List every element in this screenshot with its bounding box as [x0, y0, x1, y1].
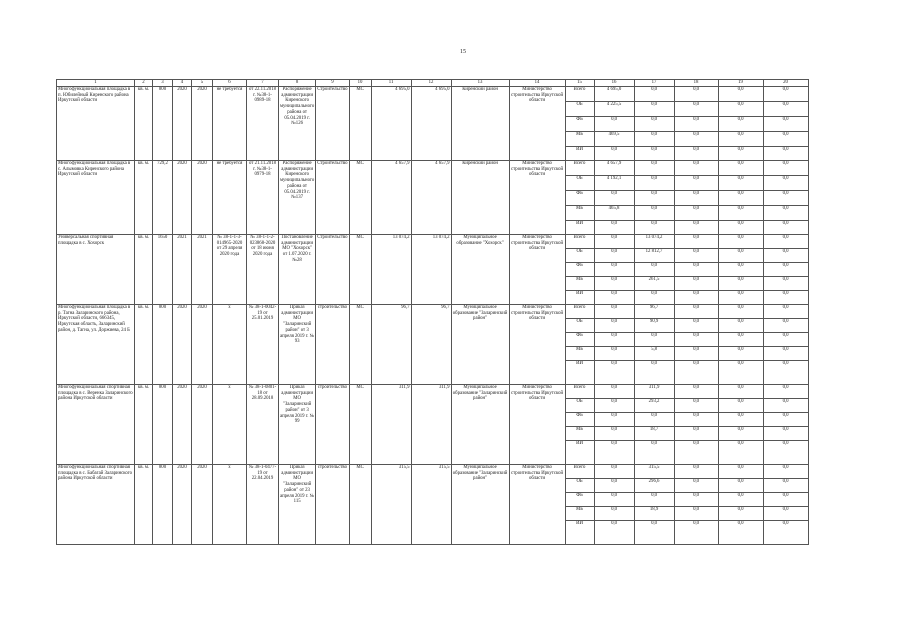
funding-value: 0,0 — [634, 206, 674, 221]
funding-value: 0,0 — [634, 291, 674, 305]
funding-source: ФБ — [565, 413, 594, 427]
funding-value: 465,8 — [594, 206, 634, 221]
column-number: 2 — [135, 80, 153, 87]
funding-value: 0,0 — [718, 132, 763, 147]
funding-source: Всего — [565, 305, 594, 319]
table-row — [57, 385, 809, 399]
funding-value: 0,0 — [763, 161, 808, 176]
funding-value: 0,0 — [718, 319, 763, 333]
funding-value: 0,0 — [763, 361, 808, 385]
remaining-cost: 4 657,9 — [411, 161, 451, 235]
column-number: 8 — [279, 80, 316, 87]
expertise-conclusion: не требуется — [213, 87, 247, 161]
funding-source: ИИ — [565, 361, 594, 385]
column-number: 12 — [411, 80, 451, 87]
object-name: Многофункциональная спортивная площадка в с. Бабагай Заларинского района Иркутской области — [57, 465, 135, 545]
investment-objects-table — [56, 79, 809, 545]
funding-source: МБ — [565, 427, 594, 441]
funding-value: 0,0 — [594, 347, 634, 361]
funding-value: 0,0 — [763, 413, 808, 427]
start-year: 2020 — [173, 87, 192, 161]
funding-value: 0,0 — [674, 291, 718, 305]
capacity: 800 — [153, 385, 173, 465]
funding-value: 0,0 — [718, 117, 763, 132]
funding-value: 0,0 — [634, 117, 674, 132]
funding-value: 4 225,5 — [594, 102, 634, 117]
funding-source: ОБ — [565, 249, 594, 263]
order-document: Приказ администрации МО "Заларинский район" от 3 апреля 2019 г. № 93 — [279, 305, 316, 385]
funding-value: 0,0 — [718, 263, 763, 277]
unit-of-measure: кв. м. — [135, 305, 153, 385]
funding-value: 0,0 — [674, 102, 718, 117]
unit-of-measure: кв. м. — [135, 87, 153, 161]
funding-value: 0,0 — [763, 249, 808, 263]
column-number: 9 — [316, 80, 349, 87]
funding-source: Всего — [565, 235, 594, 249]
funding-value: 0,0 — [634, 221, 674, 235]
column-number: 11 — [371, 80, 411, 87]
funding-value: 0,0 — [594, 249, 634, 263]
start-year: 2020 — [173, 305, 192, 385]
funding-value: 469,5 — [594, 132, 634, 147]
funding-value: 0,0 — [594, 399, 634, 413]
funding-value: 0,0 — [634, 147, 674, 161]
funding-source: ИИ — [565, 291, 594, 305]
funding-value: 0,0 — [718, 521, 763, 545]
funding-value: 5,8 — [634, 347, 674, 361]
funding-value: 0,0 — [674, 147, 718, 161]
funding-value: 0,0 — [634, 161, 674, 176]
funding-value: 0,0 — [674, 441, 718, 465]
funding-value: 0,0 — [634, 333, 674, 347]
funding-value: 0,0 — [674, 361, 718, 385]
funding-value: 0,0 — [674, 206, 718, 221]
funding-value: 0,0 — [718, 347, 763, 361]
column-number: 16 — [594, 80, 634, 87]
column-number: 3 — [153, 80, 173, 87]
end-year: 2020 — [192, 465, 213, 545]
funding-value: 0,0 — [763, 305, 808, 319]
funding-value: 0,0 — [674, 319, 718, 333]
end-year: 2020 — [192, 87, 213, 161]
funding-value: 0,0 — [634, 102, 674, 117]
ownership-form: МС — [349, 465, 371, 545]
municipality: Муниципальное образование "Заларинский район" — [451, 385, 509, 465]
column-number: 1 — [57, 80, 135, 87]
funding-value: 0,0 — [763, 465, 808, 479]
municipality: Муниципальное образование "Заларинский район" — [451, 465, 509, 545]
order-document: Постановление администрации МО "Хохорск" от 1.07.2020 г. №28 — [279, 235, 316, 305]
funding-value: 0,0 — [674, 87, 718, 102]
technical-conditions: от 21.11.2018 г. №38-1-0979-18 — [247, 161, 279, 235]
funding-value: 0,0 — [718, 87, 763, 102]
funding-value: 0,0 — [763, 507, 808, 521]
work-type: строительство — [316, 465, 349, 545]
funding-value: 0,0 — [763, 385, 808, 399]
column-number: 7 — [247, 80, 279, 87]
funding-source: ОБ — [565, 176, 594, 191]
funding-value: 0,0 — [674, 176, 718, 191]
estimated-cost: 315,5 — [371, 465, 411, 545]
estimated-cost: 4 695,0 — [371, 87, 411, 161]
responsible-ministry: Министерство строительства Иркутской области — [509, 87, 565, 161]
unit-of-measure: кв. м. — [135, 161, 153, 235]
funding-value: 0,0 — [718, 191, 763, 206]
column-number: 6 — [213, 80, 247, 87]
funding-source: ИИ — [565, 441, 594, 465]
funding-value: 0,0 — [718, 441, 763, 465]
end-year: 2020 — [192, 305, 213, 385]
funding-value: 0,0 — [718, 305, 763, 319]
funding-source: ОБ — [565, 479, 594, 493]
responsible-ministry: Министерство строительства Иркутской области — [509, 385, 565, 465]
unit-of-measure: кв. м. — [135, 465, 153, 545]
funding-value: 0,0 — [718, 399, 763, 413]
funding-value: 0,0 — [763, 347, 808, 361]
responsible-ministry: Министерство строительства Иркутской области — [509, 305, 565, 385]
funding-value: 0,0 — [718, 493, 763, 507]
funding-value: 0,0 — [594, 493, 634, 507]
object-name: Универсальная спортивная площадка в с. Хохорск — [57, 235, 135, 305]
order-document: Приказ администрации МО "Заларинский район" от 23 апреля 2019 г. № 115 — [279, 465, 316, 545]
funding-value: 0,0 — [763, 493, 808, 507]
end-year: 2020 — [192, 161, 213, 235]
funding-value: 0,0 — [594, 191, 634, 206]
start-year: 2021 — [173, 235, 192, 305]
funding-value: 0,0 — [634, 132, 674, 147]
funding-value: 0,0 — [763, 221, 808, 235]
funding-value: 0,0 — [763, 333, 808, 347]
funding-value: 0,0 — [594, 507, 634, 521]
estimated-cost: 96,7 — [371, 305, 411, 385]
funding-value: 0,0 — [674, 521, 718, 545]
ownership-form: МС — [349, 161, 371, 235]
capacity: 800 — [153, 305, 173, 385]
expertise-conclusion: х — [213, 385, 247, 465]
funding-value: 0,0 — [634, 191, 674, 206]
funding-source: МБ — [565, 507, 594, 521]
funding-value: 0,0 — [674, 399, 718, 413]
work-type: Строительство — [316, 87, 349, 161]
funding-source: Всего — [565, 161, 594, 176]
object-name: Многофункциональная площадка в п. Юбилейный Киренского района Иркутской области — [57, 87, 135, 161]
ownership-form: МС — [349, 305, 371, 385]
column-number: 17 — [634, 80, 674, 87]
column-number: 5 — [192, 80, 213, 87]
funding-value: 0,0 — [674, 249, 718, 263]
funding-value: 0,0 — [718, 161, 763, 176]
funding-value: 0,0 — [718, 206, 763, 221]
funding-source: МБ — [565, 132, 594, 147]
order-document: Распоряжение администрации Киренского муниципального района от 05.04.2019 г. №137 — [279, 161, 316, 235]
funding-value: 0,0 — [674, 132, 718, 147]
funding-value: 0,0 — [674, 385, 718, 399]
funding-value: 296,6 — [634, 479, 674, 493]
funding-value: 0,0 — [594, 305, 634, 319]
funding-value: 0,0 — [718, 147, 763, 161]
funding-value: 0,0 — [763, 441, 808, 465]
funding-value: 0,0 — [674, 277, 718, 291]
funding-value: 0,0 — [718, 235, 763, 249]
expertise-conclusion: х — [213, 305, 247, 385]
funding-value: 0,0 — [674, 191, 718, 206]
funding-value: 0,0 — [763, 319, 808, 333]
remaining-cost: 96,7 — [411, 305, 451, 385]
funding-value: 0,0 — [718, 361, 763, 385]
funding-value: 0,0 — [634, 263, 674, 277]
capacity: 729,2 — [153, 161, 173, 235]
order-document: Распоряжение администрации Киренского муниципального района от 05.04.2019 г. №126 — [279, 87, 316, 161]
work-type: Строительство — [316, 235, 349, 305]
funding-value: 0,0 — [718, 465, 763, 479]
column-number: 19 — [718, 80, 763, 87]
funding-value: 0,0 — [763, 191, 808, 206]
funding-value: 0,0 — [763, 291, 808, 305]
table-row — [57, 87, 809, 102]
funding-source: ФБ — [565, 333, 594, 347]
object-name: Многофункциональная спортивная площадка в с. Веренка Заларинского района Иркутской области — [57, 385, 135, 465]
object-name: Многофункциональная площадка в р. Тагна Заларинского района, Иркутской области, 666345, Иркутская область, Заларинский район, д. Тагна, ул. Доржиева, 24 Б — [57, 305, 135, 385]
remaining-cost: 4 695,0 — [411, 87, 451, 161]
funding-value: 0,0 — [594, 263, 634, 277]
start-year: 2020 — [173, 465, 192, 545]
column-number: 15 — [565, 80, 594, 87]
funding-value: 0,0 — [674, 221, 718, 235]
funding-value: 0,0 — [718, 277, 763, 291]
funding-value: 0,0 — [634, 87, 674, 102]
funding-value: 0,0 — [718, 221, 763, 235]
start-year: 2020 — [173, 385, 192, 465]
funding-source: Всего — [565, 465, 594, 479]
funding-source: Всего — [565, 385, 594, 399]
funding-value: 315,5 — [634, 465, 674, 479]
funding-value: 0,0 — [674, 161, 718, 176]
funding-value: 90,9 — [634, 319, 674, 333]
unit-of-measure: кв. м. — [135, 385, 153, 465]
work-type: строительство — [316, 385, 349, 465]
funding-value: 0,0 — [718, 176, 763, 191]
funding-value: 0,0 — [594, 413, 634, 427]
funding-value: 0,0 — [594, 521, 634, 545]
responsible-ministry: Министерство строительства Иркутской области — [509, 465, 565, 545]
column-number: 10 — [349, 80, 371, 87]
funding-source: Всего — [565, 87, 594, 102]
funding-value: 0,0 — [718, 333, 763, 347]
estimated-cost: 4 657,9 — [371, 161, 411, 235]
unit-of-measure: кв. м. — [135, 235, 153, 305]
funding-value: 0,0 — [634, 176, 674, 191]
table-row — [57, 465, 809, 479]
funding-value: 4 192,1 — [594, 176, 634, 191]
object-name: Многофункциональная площадка в с. Алымовка Киренского района Иркутской области — [57, 161, 135, 235]
estimated-cost: 13 074,2 — [371, 235, 411, 305]
responsible-ministry: Министерство строительства Иркутской области — [509, 161, 565, 235]
expertise-conclusion: х — [213, 465, 247, 545]
technical-conditions: № 38-1-1-2-023868-2020 от 18 июня 2020 года — [247, 235, 279, 305]
funding-source: МБ — [565, 277, 594, 291]
column-number: 14 — [509, 80, 565, 87]
funding-value: 0,0 — [594, 441, 634, 465]
ownership-form: МС — [349, 235, 371, 305]
funding-value: 0,0 — [763, 206, 808, 221]
funding-value: 0,0 — [594, 221, 634, 235]
end-year: 2021 — [192, 235, 213, 305]
funding-value: 0,0 — [718, 507, 763, 521]
funding-source: ОБ — [565, 102, 594, 117]
funding-value: 0,0 — [763, 87, 808, 102]
ownership-form: МС — [349, 87, 371, 161]
funding-value: 0,0 — [594, 427, 634, 441]
funding-source: МБ — [565, 206, 594, 221]
funding-value: 0,0 — [674, 507, 718, 521]
funding-value: 0,0 — [594, 319, 634, 333]
funding-value: 0,0 — [674, 235, 718, 249]
funding-value: 0,0 — [763, 277, 808, 291]
funding-value: 0,0 — [674, 333, 718, 347]
expertise-conclusion: № 38-1-1-3-014965-2020 от 29 апреля 2020 года — [213, 235, 247, 305]
capacity: 800 — [153, 87, 173, 161]
funding-value: 261,5 — [634, 277, 674, 291]
funding-value: 0,0 — [763, 399, 808, 413]
work-type: Строительство — [316, 161, 349, 235]
funding-value: 0,0 — [634, 441, 674, 465]
funding-value: 293,2 — [634, 399, 674, 413]
column-number-row — [57, 80, 809, 87]
funding-value: 18,7 — [634, 427, 674, 441]
ownership-form: МС — [349, 385, 371, 465]
funding-value: 0,0 — [763, 521, 808, 545]
column-number: 4 — [173, 80, 192, 87]
responsible-ministry: Министерство строительства Иркутской области — [509, 235, 565, 305]
capacity: 1650 — [153, 235, 173, 305]
funding-value: 0,0 — [594, 333, 634, 347]
municipality: Муниципальное образование "Хохорск" — [451, 235, 509, 305]
order-document: Приказ администрации МО "Заларинский район" от 3 апреля 2019 г. № 99 — [279, 385, 316, 465]
funding-value: 18,9 — [634, 507, 674, 521]
funding-value: 0,0 — [718, 479, 763, 493]
remaining-cost: 315,5 — [411, 465, 451, 545]
funding-value: 0,0 — [634, 521, 674, 545]
funding-source: ИИ — [565, 147, 594, 161]
funding-value: 0,0 — [763, 263, 808, 277]
municipality: Киренский район — [451, 161, 509, 235]
funding-value: 0,0 — [718, 385, 763, 399]
funding-value: 0,0 — [718, 413, 763, 427]
municipality: Киренский район — [451, 87, 509, 161]
funding-value: 0,0 — [634, 493, 674, 507]
funding-source: ФБ — [565, 493, 594, 507]
municipality: Муниципальное образование "Заларинский район" — [451, 305, 509, 385]
funding-value: 0,0 — [674, 493, 718, 507]
funding-source: ОБ — [565, 399, 594, 413]
funding-value: 0,0 — [674, 465, 718, 479]
funding-value: 13 074,2 — [634, 235, 674, 249]
funding-value: 0,0 — [594, 465, 634, 479]
funding-value: 0,0 — [763, 132, 808, 147]
funding-value: 0,0 — [718, 249, 763, 263]
funding-value: 0,0 — [763, 427, 808, 441]
column-number: 18 — [674, 80, 718, 87]
funding-value: 4 657,9 — [594, 161, 634, 176]
funding-value: 0,0 — [674, 413, 718, 427]
remaining-cost: 311,9 — [411, 385, 451, 465]
funding-source: ОБ — [565, 319, 594, 333]
funding-source: ФБ — [565, 117, 594, 132]
funding-value: 0,0 — [634, 413, 674, 427]
funding-value: 0,0 — [674, 479, 718, 493]
estimated-cost: 311,9 — [371, 385, 411, 465]
funding-value: 0,0 — [594, 117, 634, 132]
table-row — [57, 305, 809, 319]
end-year: 2020 — [192, 385, 213, 465]
column-number: 13 — [451, 80, 509, 87]
funding-source: ФБ — [565, 191, 594, 206]
capacity: 800 — [153, 465, 173, 545]
funding-value: 0,0 — [634, 361, 674, 385]
page-number: 15 — [460, 49, 466, 55]
technical-conditions: № 38-1-0477-19 от 22.04.2019 — [247, 465, 279, 545]
table-row — [57, 161, 809, 176]
funding-value: 0,0 — [763, 102, 808, 117]
funding-value: 0,0 — [763, 147, 808, 161]
funding-source: МБ — [565, 347, 594, 361]
remaining-cost: 13 074,2 — [411, 235, 451, 305]
funding-value: 0,0 — [763, 479, 808, 493]
funding-value: 0,0 — [763, 176, 808, 191]
technical-conditions: № 38-1-0042-19 от 25.01.2019 — [247, 305, 279, 385]
funding-value: 0,0 — [594, 291, 634, 305]
funding-source: ФБ — [565, 263, 594, 277]
technical-conditions: № 38-1-0801-18 от 28.09.2018 — [247, 385, 279, 465]
funding-value: 0,0 — [763, 117, 808, 132]
funding-value: 0,0 — [594, 235, 634, 249]
funding-value: 0,0 — [674, 347, 718, 361]
work-type: строительство — [316, 305, 349, 385]
funding-value: 0,0 — [674, 427, 718, 441]
funding-value: 311,9 — [634, 385, 674, 399]
funding-value: 0,0 — [718, 427, 763, 441]
funding-value: 0,0 — [594, 147, 634, 161]
funding-value: 0,0 — [594, 277, 634, 291]
table-row — [57, 235, 809, 249]
funding-source: ИИ — [565, 521, 594, 545]
funding-value: 0,0 — [594, 361, 634, 385]
funding-value: 0,0 — [674, 305, 718, 319]
funding-value: 12 812,7 — [634, 249, 674, 263]
funding-value: 0,0 — [718, 102, 763, 117]
funding-value: 0,0 — [674, 263, 718, 277]
funding-value: 0,0 — [594, 385, 634, 399]
start-year: 2020 — [173, 161, 192, 235]
funding-value: 0,0 — [718, 291, 763, 305]
column-number: 20 — [763, 80, 808, 87]
funding-value: 96,7 — [634, 305, 674, 319]
technical-conditions: от 22.11.2018 г. №38-1-0989-18 — [247, 87, 279, 161]
expertise-conclusion: не требуется — [213, 161, 247, 235]
funding-value: 4 695,0 — [594, 87, 634, 102]
funding-source: ИИ — [565, 221, 594, 235]
funding-value: 0,0 — [763, 235, 808, 249]
funding-value: 0,0 — [594, 479, 634, 493]
funding-value: 0,0 — [674, 117, 718, 132]
